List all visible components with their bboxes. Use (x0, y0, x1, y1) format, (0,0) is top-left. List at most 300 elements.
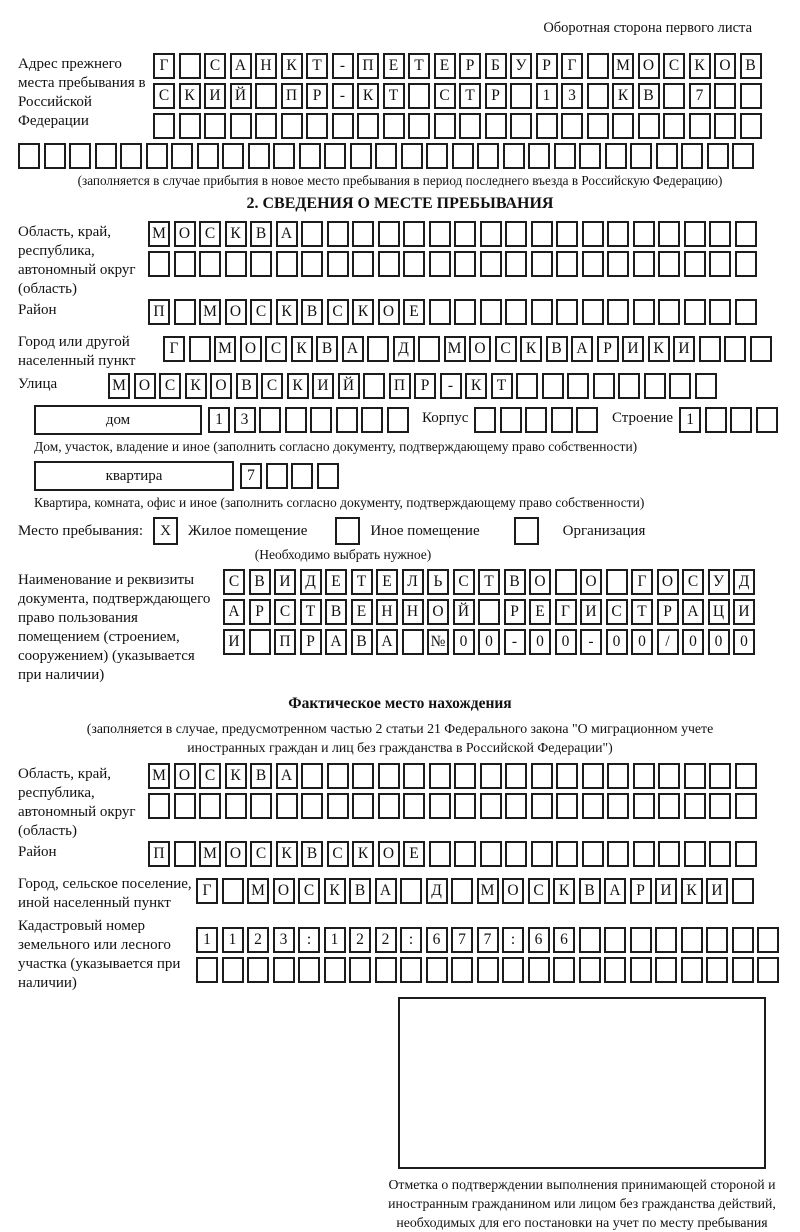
char-box[interactable] (454, 221, 476, 247)
char-box[interactable]: В (325, 599, 347, 625)
char-box[interactable]: - (504, 629, 526, 655)
char-box[interactable]: С (250, 841, 272, 867)
char-box[interactable]: К (648, 336, 670, 362)
char-box[interactable] (403, 251, 425, 277)
char-box[interactable]: 7 (477, 927, 499, 953)
char-box[interactable] (582, 841, 604, 867)
char-box[interactable]: К (225, 763, 247, 789)
char-box[interactable] (607, 841, 629, 867)
char-box[interactable] (732, 878, 754, 904)
char-box[interactable]: : (298, 927, 320, 953)
char-box[interactable] (352, 763, 374, 789)
char-box[interactable] (378, 221, 400, 247)
char-box[interactable] (255, 113, 277, 139)
char-box[interactable]: Т (631, 599, 653, 625)
char-box[interactable]: Ь (427, 569, 449, 595)
char-box[interactable] (582, 299, 604, 325)
char-box[interactable] (630, 143, 652, 169)
char-box[interactable]: 2 (247, 927, 269, 953)
char-box[interactable]: К (276, 841, 298, 867)
residence-checkbox-inoe[interactable] (335, 517, 360, 545)
char-box[interactable] (604, 957, 626, 983)
char-box[interactable] (310, 407, 332, 433)
char-box[interactable] (561, 113, 583, 139)
char-box[interactable]: - (332, 83, 354, 109)
char-box[interactable] (633, 763, 655, 789)
char-box[interactable] (148, 251, 170, 277)
char-box[interactable]: К (553, 878, 575, 904)
char-box[interactable]: 6 (528, 927, 550, 953)
char-box[interactable] (579, 927, 601, 953)
char-box[interactable] (735, 793, 757, 819)
char-box[interactable] (714, 83, 736, 109)
char-box[interactable]: 0 (453, 629, 475, 655)
char-box[interactable] (69, 143, 91, 169)
char-box[interactable]: В (316, 336, 338, 362)
char-box[interactable]: К (520, 336, 542, 362)
char-box[interactable]: В (740, 53, 762, 79)
char-box[interactable] (349, 957, 371, 983)
char-box[interactable] (222, 878, 244, 904)
char-box[interactable] (273, 957, 295, 983)
char-box[interactable] (429, 793, 451, 819)
char-box[interactable]: К (225, 221, 247, 247)
char-box[interactable] (556, 763, 578, 789)
char-box[interactable] (291, 463, 313, 489)
char-box[interactable]: 6 (553, 927, 575, 953)
char-box[interactable]: 0 (631, 629, 653, 655)
char-box[interactable] (276, 793, 298, 819)
char-box[interactable]: В (351, 629, 373, 655)
char-box[interactable]: Г (631, 569, 653, 595)
char-box[interactable]: Н (402, 599, 424, 625)
char-box[interactable] (408, 113, 430, 139)
char-box[interactable] (378, 251, 400, 277)
char-box[interactable] (556, 793, 578, 819)
char-box[interactable] (658, 251, 680, 277)
char-box[interactable] (171, 143, 193, 169)
char-box[interactable]: Т (478, 569, 500, 595)
char-box[interactable]: К (276, 299, 298, 325)
char-box[interactable] (556, 299, 578, 325)
char-box[interactable] (222, 143, 244, 169)
char-box[interactable] (250, 793, 272, 819)
char-box[interactable] (285, 407, 307, 433)
char-box[interactable]: 0 (708, 629, 730, 655)
char-box[interactable] (500, 407, 522, 433)
char-box[interactable]: М (108, 373, 130, 399)
char-box[interactable]: У (510, 53, 532, 79)
char-box[interactable]: К (352, 299, 374, 325)
char-box[interactable] (378, 763, 400, 789)
char-box[interactable]: С (223, 569, 245, 595)
char-box[interactable]: Д (426, 878, 448, 904)
char-box[interactable]: М (148, 763, 170, 789)
char-box[interactable] (153, 113, 175, 139)
char-box[interactable] (531, 793, 553, 819)
char-box[interactable]: П (148, 841, 170, 867)
char-box[interactable] (582, 793, 604, 819)
char-box[interactable] (357, 113, 379, 139)
char-box[interactable]: Р (597, 336, 619, 362)
char-box[interactable]: В (301, 299, 323, 325)
char-box[interactable] (709, 299, 731, 325)
char-box[interactable]: К (352, 841, 374, 867)
char-box[interactable]: О (502, 878, 524, 904)
char-box[interactable]: Т (408, 53, 430, 79)
char-box[interactable]: С (434, 83, 456, 109)
char-box[interactable] (402, 629, 424, 655)
char-box[interactable]: О (174, 221, 196, 247)
char-box[interactable] (576, 407, 598, 433)
char-box[interactable]: 0 (478, 629, 500, 655)
char-box[interactable]: В (579, 878, 601, 904)
char-box[interactable]: 1 (196, 927, 218, 953)
char-box[interactable]: : (400, 927, 422, 953)
char-box[interactable] (684, 251, 706, 277)
char-box[interactable] (146, 143, 168, 169)
char-box[interactable]: И (580, 599, 602, 625)
char-box[interactable]: К (689, 53, 711, 79)
char-box[interactable]: Б (485, 53, 507, 79)
char-box[interactable] (298, 957, 320, 983)
char-box[interactable]: Г (153, 53, 175, 79)
char-box[interactable] (536, 113, 558, 139)
char-box[interactable]: С (199, 763, 221, 789)
char-box[interactable] (663, 113, 685, 139)
char-box[interactable]: 3 (234, 407, 256, 433)
char-box[interactable] (656, 143, 678, 169)
char-box[interactable] (480, 763, 502, 789)
char-box[interactable]: Н (376, 599, 398, 625)
char-box[interactable] (350, 143, 372, 169)
char-box[interactable]: С (274, 599, 296, 625)
char-box[interactable] (148, 793, 170, 819)
char-box[interactable] (363, 373, 385, 399)
char-box[interactable] (505, 841, 527, 867)
char-box[interactable] (735, 841, 757, 867)
char-box[interactable] (730, 407, 752, 433)
char-box[interactable] (230, 113, 252, 139)
char-box[interactable] (707, 143, 729, 169)
char-box[interactable] (684, 221, 706, 247)
char-box[interactable] (255, 83, 277, 109)
char-box[interactable] (655, 927, 677, 953)
char-box[interactable]: Е (434, 53, 456, 79)
char-box[interactable] (505, 793, 527, 819)
char-box[interactable] (505, 251, 527, 277)
char-box[interactable]: О (134, 373, 156, 399)
char-box[interactable]: Г (163, 336, 185, 362)
char-box[interactable]: А (376, 629, 398, 655)
char-box[interactable] (757, 957, 779, 983)
char-box[interactable] (18, 143, 40, 169)
char-box[interactable]: И (655, 878, 677, 904)
char-box[interactable] (587, 83, 609, 109)
char-box[interactable] (400, 957, 422, 983)
char-box[interactable]: С (250, 299, 272, 325)
char-box[interactable] (196, 957, 218, 983)
char-box[interactable] (451, 957, 473, 983)
char-box[interactable]: К (185, 373, 207, 399)
char-box[interactable] (375, 143, 397, 169)
char-box[interactable]: М (214, 336, 236, 362)
char-box[interactable]: У (708, 569, 730, 595)
char-box[interactable] (735, 251, 757, 277)
char-box[interactable]: С (327, 299, 349, 325)
char-box[interactable] (250, 251, 272, 277)
char-box[interactable] (478, 599, 500, 625)
char-box[interactable]: Р (306, 83, 328, 109)
char-box[interactable]: О (225, 841, 247, 867)
char-box[interactable]: 0 (555, 629, 577, 655)
char-box[interactable]: П (389, 373, 411, 399)
char-box[interactable]: 0 (733, 629, 755, 655)
char-box[interactable] (174, 299, 196, 325)
char-box[interactable] (556, 251, 578, 277)
char-box[interactable] (480, 299, 502, 325)
char-box[interactable] (327, 793, 349, 819)
char-box[interactable] (480, 251, 502, 277)
char-box[interactable] (174, 251, 196, 277)
char-box[interactable] (505, 299, 527, 325)
char-box[interactable] (663, 83, 685, 109)
char-box[interactable] (658, 793, 680, 819)
char-box[interactable] (95, 143, 117, 169)
char-box[interactable]: О (378, 299, 400, 325)
char-box[interactable] (528, 957, 550, 983)
char-box[interactable]: Р (459, 53, 481, 79)
char-box[interactable] (336, 407, 358, 433)
char-box[interactable] (485, 113, 507, 139)
char-box[interactable] (266, 463, 288, 489)
char-box[interactable] (553, 957, 575, 983)
char-box[interactable]: В (250, 763, 272, 789)
char-box[interactable] (605, 143, 627, 169)
char-box[interactable] (706, 927, 728, 953)
char-box[interactable]: Т (351, 569, 373, 595)
char-box[interactable] (531, 251, 553, 277)
char-box[interactable]: О (469, 336, 491, 362)
char-box[interactable] (658, 299, 680, 325)
char-box[interactable] (403, 763, 425, 789)
char-box[interactable] (525, 407, 547, 433)
char-box[interactable]: 7 (689, 83, 711, 109)
char-box[interactable]: Е (383, 53, 405, 79)
char-box[interactable] (503, 143, 525, 169)
char-box[interactable]: П (357, 53, 379, 79)
char-box[interactable]: С (265, 336, 287, 362)
char-box[interactable] (556, 221, 578, 247)
char-box[interactable]: К (287, 373, 309, 399)
char-box[interactable] (709, 763, 731, 789)
char-box[interactable]: 7 (240, 463, 262, 489)
char-box[interactable]: 1 (324, 927, 346, 953)
char-box[interactable] (658, 763, 680, 789)
char-box[interactable] (579, 957, 601, 983)
char-box[interactable]: С (453, 569, 475, 595)
char-box[interactable]: С (298, 878, 320, 904)
char-box[interactable] (174, 841, 196, 867)
char-box[interactable] (658, 221, 680, 247)
char-box[interactable] (706, 957, 728, 983)
char-box[interactable] (655, 957, 677, 983)
char-box[interactable] (740, 83, 762, 109)
char-box[interactable]: 3 (273, 927, 295, 953)
char-box[interactable] (531, 841, 553, 867)
kvartira-box-label[interactable]: квартира (34, 461, 234, 491)
char-box[interactable] (306, 113, 328, 139)
char-box[interactable] (199, 793, 221, 819)
char-box[interactable]: О (529, 569, 551, 595)
char-box[interactable] (434, 113, 456, 139)
char-box[interactable]: С (663, 53, 685, 79)
char-box[interactable]: Т (459, 83, 481, 109)
char-box[interactable]: С (682, 569, 704, 595)
char-box[interactable]: 6 (426, 927, 448, 953)
char-box[interactable] (301, 251, 323, 277)
char-box[interactable]: А (325, 629, 347, 655)
char-box[interactable]: Е (529, 599, 551, 625)
char-box[interactable]: - (332, 53, 354, 79)
char-box[interactable]: 1 (679, 407, 701, 433)
char-box[interactable] (757, 927, 779, 953)
char-box[interactable] (352, 221, 374, 247)
char-box[interactable]: И (312, 373, 334, 399)
char-box[interactable]: М (199, 299, 221, 325)
char-box[interactable]: О (378, 841, 400, 867)
char-box[interactable] (555, 569, 577, 595)
char-box[interactable]: А (276, 763, 298, 789)
char-box[interactable] (699, 336, 721, 362)
char-box[interactable]: К (681, 878, 703, 904)
char-box[interactable] (709, 841, 731, 867)
char-box[interactable]: Р (485, 83, 507, 109)
char-box[interactable]: М (612, 53, 634, 79)
char-box[interactable] (327, 221, 349, 247)
char-box[interactable] (510, 83, 532, 109)
char-box[interactable] (633, 793, 655, 819)
char-box[interactable] (429, 299, 451, 325)
char-box[interactable]: Ц (708, 599, 730, 625)
char-box[interactable]: П (148, 299, 170, 325)
char-box[interactable] (451, 878, 473, 904)
char-box[interactable]: Р (504, 599, 526, 625)
char-box[interactable]: О (714, 53, 736, 79)
char-box[interactable] (281, 113, 303, 139)
char-box[interactable]: О (657, 569, 679, 595)
char-box[interactable]: С (528, 878, 550, 904)
char-box[interactable] (474, 407, 496, 433)
char-box[interactable] (709, 221, 731, 247)
char-box[interactable] (179, 53, 201, 79)
char-box[interactable] (551, 407, 573, 433)
char-box[interactable]: / (657, 629, 679, 655)
char-box[interactable] (249, 629, 271, 655)
char-box[interactable]: О (210, 373, 232, 399)
char-box[interactable] (327, 251, 349, 277)
char-box[interactable]: 0 (606, 629, 628, 655)
char-box[interactable] (454, 299, 476, 325)
char-box[interactable]: Н (255, 53, 277, 79)
char-box[interactable]: А (276, 221, 298, 247)
char-box[interactable] (587, 113, 609, 139)
char-box[interactable]: Т (306, 53, 328, 79)
char-box[interactable]: 7 (451, 927, 473, 953)
residence-checkbox-org[interactable] (514, 517, 539, 545)
char-box[interactable]: С (327, 841, 349, 867)
char-box[interactable] (618, 373, 640, 399)
char-box[interactable]: Р (414, 373, 436, 399)
char-box[interactable] (317, 463, 339, 489)
char-box[interactable]: Г (555, 599, 577, 625)
char-box[interactable] (477, 957, 499, 983)
char-box[interactable] (225, 793, 247, 819)
char-box[interactable]: А (223, 599, 245, 625)
char-box[interactable] (567, 373, 589, 399)
char-box[interactable]: К (281, 53, 303, 79)
char-box[interactable]: П (274, 629, 296, 655)
char-box[interactable] (740, 113, 762, 139)
char-box[interactable] (301, 793, 323, 819)
char-box[interactable]: О (174, 763, 196, 789)
char-box[interactable] (301, 763, 323, 789)
char-box[interactable]: К (291, 336, 313, 362)
char-box[interactable] (204, 113, 226, 139)
char-box[interactable] (259, 407, 281, 433)
char-box[interactable] (735, 299, 757, 325)
char-box[interactable] (454, 793, 476, 819)
char-box[interactable] (604, 927, 626, 953)
char-box[interactable] (454, 841, 476, 867)
char-box[interactable]: Т (491, 373, 513, 399)
char-box[interactable] (531, 221, 553, 247)
char-box[interactable]: М (247, 878, 269, 904)
char-box[interactable]: 1 (208, 407, 230, 433)
char-box[interactable]: К (612, 83, 634, 109)
char-box[interactable]: И (706, 878, 728, 904)
char-box[interactable]: Д (733, 569, 755, 595)
char-box[interactable]: № (427, 629, 449, 655)
char-box[interactable]: Г (196, 878, 218, 904)
char-box[interactable] (225, 251, 247, 277)
char-box[interactable]: Й (453, 599, 475, 625)
char-box[interactable] (516, 373, 538, 399)
char-box[interactable]: : (502, 927, 524, 953)
char-box[interactable] (607, 763, 629, 789)
char-box[interactable] (681, 957, 703, 983)
char-box[interactable]: В (504, 569, 526, 595)
char-box[interactable] (607, 221, 629, 247)
char-box[interactable]: М (199, 841, 221, 867)
char-box[interactable] (429, 763, 451, 789)
char-box[interactable] (197, 143, 219, 169)
char-box[interactable]: Т (383, 83, 405, 109)
char-box[interactable]: С (153, 83, 175, 109)
char-box[interactable]: 1 (222, 927, 244, 953)
char-box[interactable] (429, 251, 451, 277)
char-box[interactable]: А (571, 336, 593, 362)
char-box[interactable] (429, 841, 451, 867)
char-box[interactable]: О (427, 599, 449, 625)
char-box[interactable] (705, 407, 727, 433)
char-box[interactable]: 2 (375, 927, 397, 953)
char-box[interactable]: К (324, 878, 346, 904)
char-box[interactable] (222, 957, 244, 983)
char-box[interactable]: О (225, 299, 247, 325)
char-box[interactable]: - (440, 373, 462, 399)
char-box[interactable] (505, 221, 527, 247)
